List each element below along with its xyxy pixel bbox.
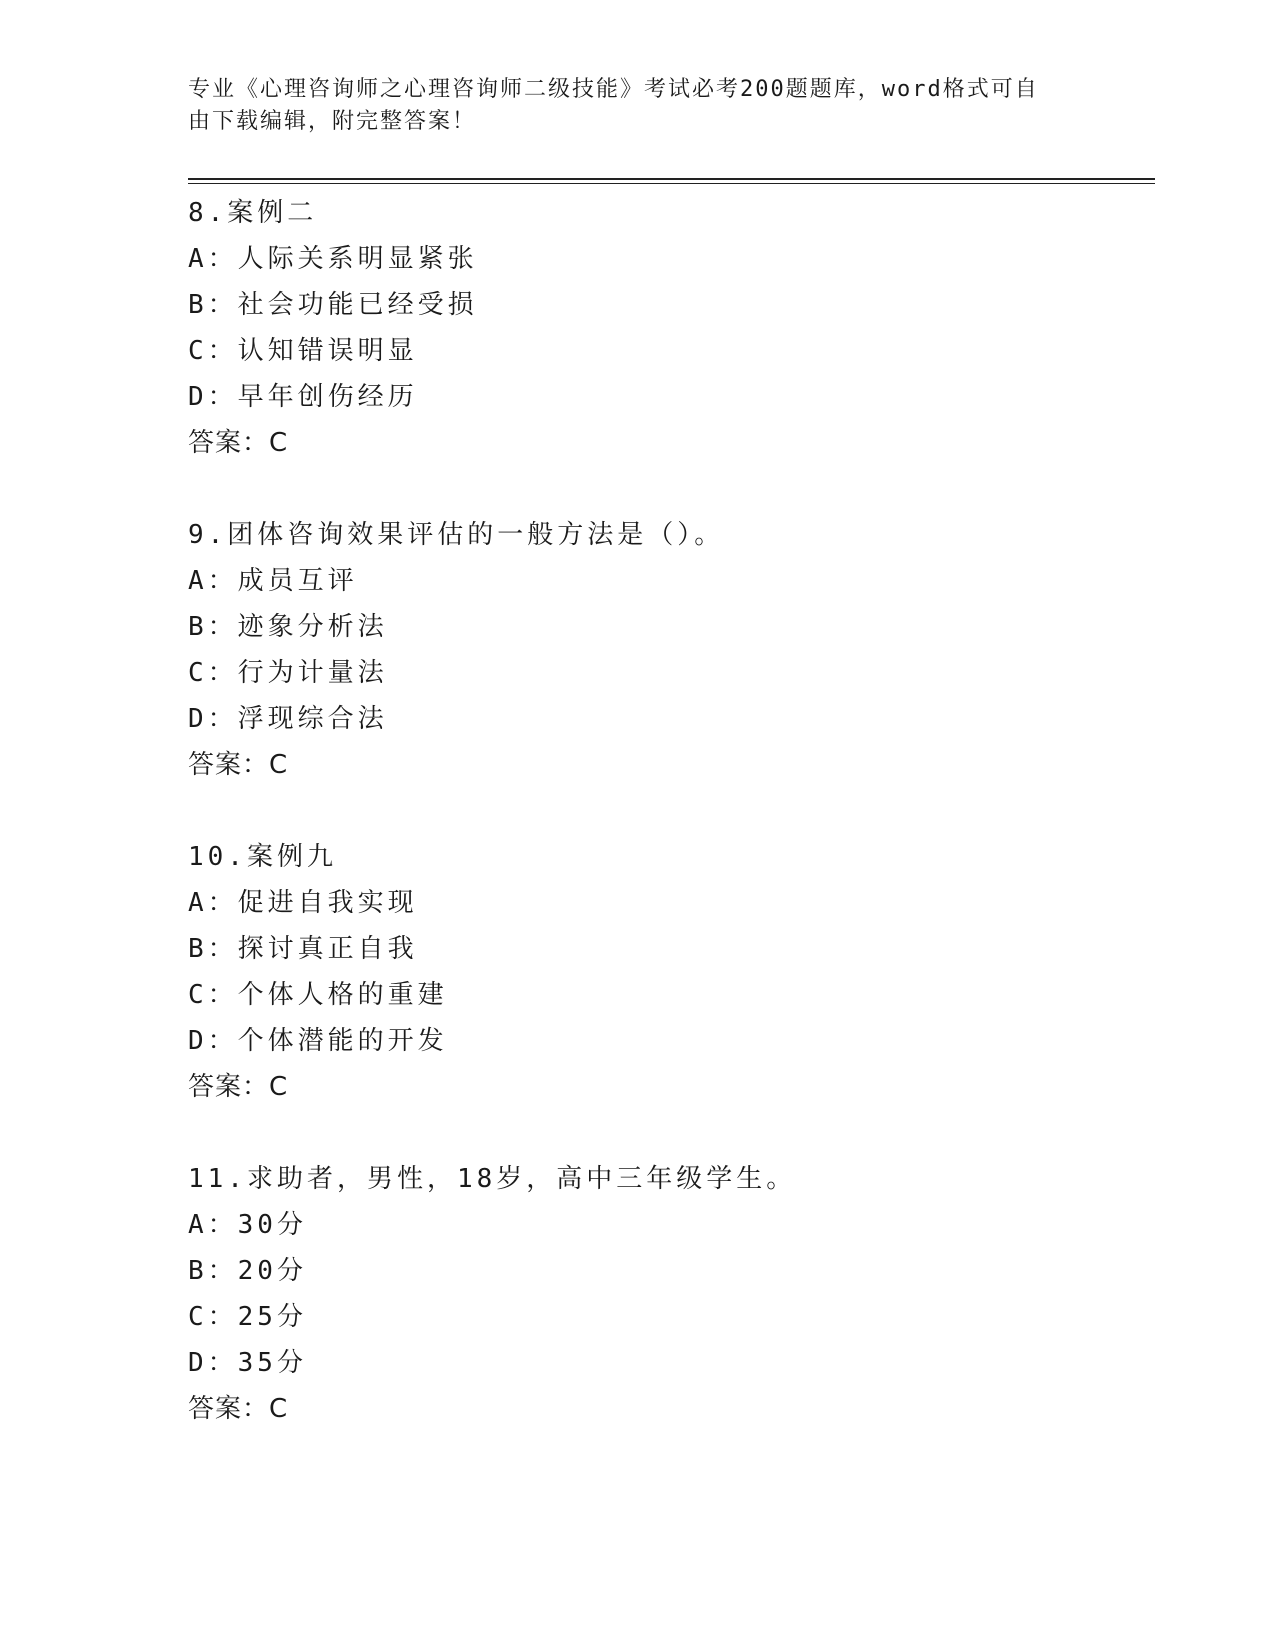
- question-10: [188, 834, 1148, 1110]
- option-c: C：认知错误明显: [188, 336, 418, 366]
- option-a: A：30分: [188, 1210, 307, 1240]
- option-c: C：个体人格的重建: [188, 980, 448, 1010]
- answer-line: 答案：C: [188, 1394, 289, 1424]
- header-line-2: 由下载编辑，附完整答案！: [188, 109, 477, 134]
- option-b: B：探讨真正自我: [188, 934, 418, 964]
- document-header: [188, 74, 1068, 138]
- answer-line: 答案：C: [188, 750, 289, 780]
- option-b: B：20分: [188, 1256, 307, 1286]
- question-stem: 8.案例二: [188, 198, 318, 228]
- question-stem: 10.案例九: [188, 842, 337, 872]
- header-divider-thin: [188, 183, 1155, 184]
- option-a: A：成员互评: [188, 566, 358, 596]
- header-divider-thick: [188, 178, 1155, 180]
- answer-line: 答案：C: [188, 428, 289, 458]
- option-c: C：25分: [188, 1302, 307, 1332]
- question-stem: 9.团体咨询效果评估的一般方法是（）。: [188, 520, 725, 550]
- option-c: C：行为计量法: [188, 658, 388, 688]
- option-a: A：人际关系明显紧张: [188, 244, 478, 274]
- question-stem: 11.求助者，男性，18岁，高中三年级学生。: [188, 1164, 797, 1194]
- question-list: [188, 190, 1148, 1432]
- option-d: D：个体潜能的开发: [188, 1026, 448, 1056]
- question-9: [188, 512, 1148, 788]
- option-d: D：早年创伤经历: [188, 382, 418, 412]
- option-d: D：35分: [188, 1348, 307, 1378]
- question-11: [188, 1156, 1148, 1432]
- option-b: B：迹象分析法: [188, 612, 388, 642]
- option-a: A：促进自我实现: [188, 888, 418, 918]
- option-d: D：浮现综合法: [188, 704, 388, 734]
- option-b: B：社会功能已经受损: [188, 290, 478, 320]
- question-8: [188, 190, 1148, 466]
- header-line-1: 专业《心理咨询师之心理咨询师二级技能》考试必考200题题库，word格式可自: [188, 77, 1039, 102]
- answer-line: 答案：C: [188, 1072, 289, 1102]
